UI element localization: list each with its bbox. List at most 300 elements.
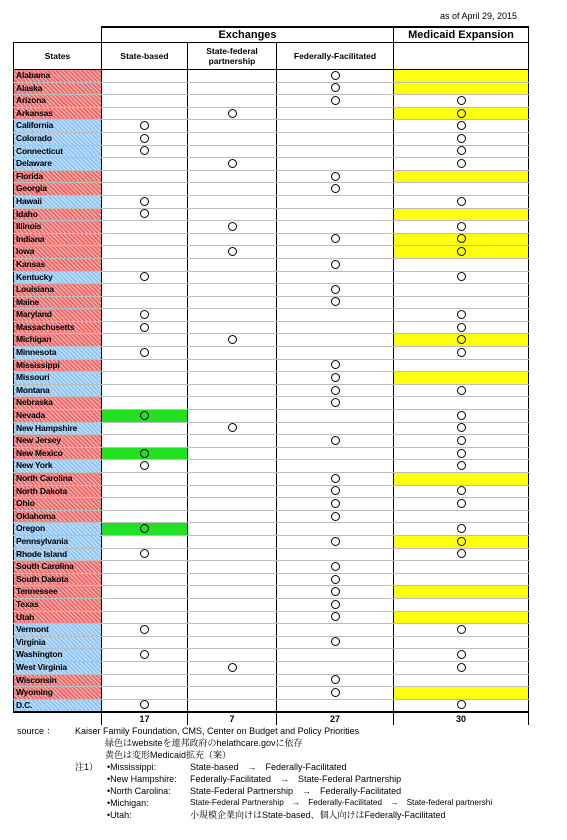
circle-mark-icon [457, 411, 466, 420]
circle-mark-icon [331, 675, 340, 684]
federal-cell [277, 498, 394, 511]
state-name: Maryland [14, 309, 102, 322]
federal-cell [277, 561, 394, 574]
note-label: 注1） [75, 762, 99, 772]
circle-mark-icon [228, 423, 237, 432]
circle-mark-icon [457, 549, 466, 558]
circle-mark-icon [228, 247, 237, 256]
medicaid-cell [394, 334, 529, 347]
state-name: West Virginia [14, 661, 102, 674]
federal-cell [277, 687, 394, 700]
medicaid-cell [394, 107, 529, 120]
circle-mark-icon [331, 575, 340, 584]
medicaid-cell [394, 195, 529, 208]
circle-mark-icon [331, 297, 340, 306]
federal-cell [277, 120, 394, 133]
state-based-cell [102, 410, 188, 423]
state-based-cell [102, 624, 188, 637]
partnership-cell [188, 561, 277, 574]
state-based-cell [102, 208, 188, 221]
change-text: State-based → Federally-Facilitated [190, 762, 347, 772]
circle-mark-icon [140, 209, 149, 218]
partnership-cell [188, 221, 277, 234]
circle-mark-icon [331, 537, 340, 546]
state-name: South Dakota [14, 573, 102, 586]
state-row [14, 422, 529, 435]
state-name: New Hampshire [14, 422, 102, 435]
state-based-header: State-based [102, 43, 188, 70]
totals-blank [14, 712, 102, 725]
medicaid-cell [394, 548, 529, 561]
circle-mark-icon [331, 688, 340, 697]
circle-mark-icon [140, 524, 149, 533]
medicaid-cell [394, 573, 529, 586]
state-row [14, 145, 529, 158]
medicaid-cell [394, 422, 529, 435]
state-name: Massachusetts [14, 321, 102, 334]
state-name: Oregon [14, 523, 102, 536]
circle-mark-icon [457, 323, 466, 332]
circle-mark-icon [140, 134, 149, 143]
federal-cell [277, 183, 394, 196]
state-name: Georgia [14, 183, 102, 196]
circle-mark-icon [457, 449, 466, 458]
medicaid-cell [394, 460, 529, 473]
federal-cell [277, 636, 394, 649]
state-based-cell [102, 397, 188, 410]
circle-mark-icon [457, 197, 466, 206]
federal-cell [277, 699, 394, 712]
circle-mark-icon [140, 323, 149, 332]
circle-mark-icon [331, 587, 340, 596]
state-row [14, 523, 529, 536]
medicaid-cell [394, 284, 529, 297]
federal-cell [277, 233, 394, 246]
state-based-cell [102, 233, 188, 246]
medicaid-cell [394, 296, 529, 309]
circle-mark-icon [140, 411, 149, 420]
state-row [14, 334, 529, 347]
circle-mark-icon [457, 121, 466, 130]
federal-cell [277, 473, 394, 486]
state-based-cell [102, 636, 188, 649]
state-based-cell [102, 523, 188, 536]
state-row [14, 598, 529, 611]
medicaid-cell [394, 132, 529, 145]
state-row [14, 347, 529, 360]
federal-cell [277, 95, 394, 108]
federal-cell [277, 422, 394, 435]
partnership-cell [188, 485, 277, 498]
state-row [14, 573, 529, 586]
state-name: Maine [14, 296, 102, 309]
partnership-cell [188, 95, 277, 108]
partnership-cell [188, 523, 277, 536]
state-row [14, 435, 529, 448]
medicaid-cell [394, 447, 529, 460]
medicaid-cell [394, 95, 529, 108]
circle-mark-icon [331, 260, 340, 269]
partnership-cell [188, 158, 277, 171]
federal-header: Federally-Facilitated [277, 43, 394, 70]
state-name: North Dakota [14, 485, 102, 498]
federal-cell [277, 258, 394, 271]
state-based-cell [102, 699, 188, 712]
state-based-cell [102, 674, 188, 687]
state-name: Tennessee [14, 586, 102, 599]
circle-mark-icon [140, 348, 149, 357]
partnership-cell [188, 321, 277, 334]
change-state: •North Carolina: [107, 786, 171, 796]
federal-cell [277, 195, 394, 208]
federal-cell [277, 271, 394, 284]
medicaid-cell [394, 674, 529, 687]
circle-mark-icon [457, 272, 466, 281]
state-row [14, 95, 529, 108]
circle-mark-icon [140, 310, 149, 319]
state-name: Louisiana [14, 284, 102, 297]
federal-cell [277, 485, 394, 498]
state-row [14, 208, 529, 221]
state-based-cell [102, 258, 188, 271]
state-based-cell [102, 271, 188, 284]
medicaid-cell [394, 347, 529, 360]
federal-cell [277, 510, 394, 523]
state-row [14, 687, 529, 700]
state-row [14, 649, 529, 662]
state-based-cell [102, 649, 188, 662]
federal-cell [277, 145, 394, 158]
medicaid-cell [394, 561, 529, 574]
state-based-cell [102, 107, 188, 120]
change-state: •Utah: [107, 810, 132, 820]
federal-cell [277, 661, 394, 674]
medicaid-cell [394, 221, 529, 234]
state-based-cell [102, 372, 188, 385]
federal-cell [277, 246, 394, 259]
circle-mark-icon [140, 700, 149, 709]
partnership-cell [188, 170, 277, 183]
federal-cell [277, 410, 394, 423]
partnership-cell [188, 422, 277, 435]
state-based-cell [102, 221, 188, 234]
state-based-cell [102, 384, 188, 397]
medicaid-cell [394, 661, 529, 674]
circle-mark-icon [457, 625, 466, 634]
federal-cell [277, 107, 394, 120]
partnership-cell [188, 309, 277, 322]
circle-mark-icon [457, 663, 466, 672]
state-name: Idaho [14, 208, 102, 221]
circle-mark-icon [457, 134, 466, 143]
partnership-cell [188, 258, 277, 271]
state-name: Nevada [14, 410, 102, 423]
state-row [14, 107, 529, 120]
partnership-cell [188, 586, 277, 599]
federal-cell [277, 208, 394, 221]
state-based-cell [102, 661, 188, 674]
federal-cell [277, 573, 394, 586]
medicaid-cell [394, 246, 529, 259]
state-name: Nebraska [14, 397, 102, 410]
state-row [14, 258, 529, 271]
state-row [14, 498, 529, 511]
state-based-cell [102, 473, 188, 486]
circle-mark-icon [457, 222, 466, 231]
federal-cell [277, 548, 394, 561]
state-name: Michigan [14, 334, 102, 347]
partnership-cell [188, 435, 277, 448]
circle-mark-icon [228, 335, 237, 344]
state-row [14, 397, 529, 410]
circle-mark-icon [457, 234, 466, 243]
state-name: North Carolina [14, 473, 102, 486]
medicaid-cell [394, 510, 529, 523]
state-based-cell [102, 334, 188, 347]
state-based-cell [102, 548, 188, 561]
state-name: Oklahoma [14, 510, 102, 523]
state-name: Alaska [14, 82, 102, 95]
partnership-cell [188, 132, 277, 145]
federal-cell [277, 674, 394, 687]
state-row [14, 372, 529, 385]
federal-cell [277, 70, 394, 83]
state-row [14, 70, 529, 83]
state-name: Texas [14, 598, 102, 611]
state-based-cell [102, 598, 188, 611]
state-row [14, 183, 529, 196]
circle-mark-icon [457, 700, 466, 709]
state-name: Delaware [14, 158, 102, 171]
federal-cell [277, 586, 394, 599]
partnership-cell [188, 107, 277, 120]
circle-mark-icon [457, 386, 466, 395]
federal-cell [277, 170, 394, 183]
medicaid-header: Medicaid Expansion [394, 27, 529, 43]
medicaid-cell [394, 473, 529, 486]
state-row [14, 611, 529, 624]
circle-mark-icon [457, 109, 466, 118]
state-row [14, 233, 529, 246]
circle-mark-icon [331, 612, 340, 621]
circle-mark-icon [331, 172, 340, 181]
circle-mark-icon [140, 272, 149, 281]
state-row [14, 485, 529, 498]
state-based-cell [102, 435, 188, 448]
circle-mark-icon [331, 373, 340, 382]
circle-mark-icon [140, 121, 149, 130]
state-based-cell [102, 284, 188, 297]
partnership-cell [188, 674, 277, 687]
circle-mark-icon [228, 663, 237, 672]
partnership-cell [188, 145, 277, 158]
partnership-cell [188, 359, 277, 372]
partnership-cell [188, 296, 277, 309]
circle-mark-icon [331, 83, 340, 92]
circle-mark-icon [140, 625, 149, 634]
state-based-cell [102, 561, 188, 574]
circle-mark-icon [228, 159, 237, 168]
state-row [14, 321, 529, 334]
medicaid-cell [394, 120, 529, 133]
change-text: Federally-Facilitated → State-Federal Partnership [190, 774, 402, 784]
state-name: Hawaii [14, 195, 102, 208]
green-note: 緑色はwebsiteを連邦政府のhelathcare.govに依存 [105, 738, 303, 748]
partnership-cell [188, 334, 277, 347]
change-text: State-Federal Partnership → Federally-Facilitated [190, 786, 402, 796]
federal-cell [277, 372, 394, 385]
federal-cell [277, 296, 394, 309]
circle-mark-icon [140, 449, 149, 458]
medicaid-cell [394, 359, 529, 372]
state-based-cell [102, 586, 188, 599]
state-name: Mississippi [14, 359, 102, 372]
state-name: Montana [14, 384, 102, 397]
state-row [14, 284, 529, 297]
medicaid-cell [394, 183, 529, 196]
circle-mark-icon [331, 285, 340, 294]
medicaid-cell [394, 523, 529, 536]
state-name: Florida [14, 170, 102, 183]
circle-mark-icon [331, 436, 340, 445]
medicaid-cell [394, 611, 529, 624]
state-row [14, 447, 529, 460]
state-based-cell [102, 510, 188, 523]
change-text: 小規模企業向けはState-based、個人向けはFederally-Facilitated [190, 810, 446, 820]
partnership-cell [188, 460, 277, 473]
total-state_based: 17 [102, 712, 188, 725]
circle-mark-icon [331, 637, 340, 646]
partnership-cell [188, 410, 277, 423]
state-row [14, 359, 529, 372]
state-based-cell [102, 687, 188, 700]
partnership-cell [188, 699, 277, 712]
partnership-header: State-federal partnership [188, 43, 277, 70]
state-row [14, 661, 529, 674]
partnership-cell [188, 233, 277, 246]
state-name: Wisconsin [14, 674, 102, 687]
source-text: Kaiser Family Foundation, CMS, Center on Budget and Policy Priorities [75, 726, 360, 736]
state-row [14, 699, 529, 712]
partnership-cell [188, 687, 277, 700]
state-based-cell [102, 535, 188, 548]
yellow-note: 黄色は変形Medicaid拡充（案） [105, 750, 232, 760]
partnership-cell [188, 183, 277, 196]
state-based-cell [102, 422, 188, 435]
federal-cell [277, 523, 394, 536]
total-federal: 27 [277, 712, 394, 725]
medicaid-cell [394, 233, 529, 246]
circle-mark-icon [140, 197, 149, 206]
federal-cell [277, 158, 394, 171]
state-based-cell [102, 95, 188, 108]
partnership-cell [188, 70, 277, 83]
medicaid-cell [394, 145, 529, 158]
source-label: source ： [17, 726, 56, 736]
state-name: Ohio [14, 498, 102, 511]
state-row [14, 296, 529, 309]
federal-cell [277, 321, 394, 334]
federal-cell [277, 624, 394, 637]
partnership-cell [188, 649, 277, 662]
circle-mark-icon [457, 486, 466, 495]
state-based-cell [102, 611, 188, 624]
medicaid-cell [394, 372, 529, 385]
circle-mark-icon [457, 159, 466, 168]
partnership-cell [188, 535, 277, 548]
state-based-cell [102, 183, 188, 196]
partnership-cell [188, 246, 277, 259]
circle-mark-icon [331, 562, 340, 571]
state-row [14, 548, 529, 561]
partnership-cell [188, 498, 277, 511]
state-name: Arizona [14, 95, 102, 108]
state-name: New Jersey [14, 435, 102, 448]
circle-mark-icon [457, 310, 466, 319]
state-name: Illinois [14, 221, 102, 234]
state-row [14, 82, 529, 95]
state-based-cell [102, 321, 188, 334]
medicaid-cell [394, 70, 529, 83]
state-row [14, 410, 529, 423]
state-row [14, 221, 529, 234]
state-row [14, 246, 529, 259]
partnership-cell [188, 397, 277, 410]
circle-mark-icon [457, 335, 466, 344]
partnership-cell [188, 573, 277, 586]
state-name: New York [14, 460, 102, 473]
circle-mark-icon [457, 146, 466, 155]
circle-mark-icon [331, 386, 340, 395]
state-name: Arkansas [14, 107, 102, 120]
federal-cell [277, 132, 394, 145]
partnership-cell [188, 624, 277, 637]
partnership-cell [188, 195, 277, 208]
state-row [14, 170, 529, 183]
state-based-cell [102, 309, 188, 322]
medicaid-subheader [394, 43, 529, 70]
circle-mark-icon [140, 146, 149, 155]
circle-mark-icon [331, 360, 340, 369]
state-name: Missouri [14, 372, 102, 385]
federal-cell [277, 347, 394, 360]
state-based-cell [102, 82, 188, 95]
federal-cell [277, 82, 394, 95]
circle-mark-icon [331, 512, 340, 521]
circle-mark-icon [331, 96, 340, 105]
circle-mark-icon [331, 71, 340, 80]
state-row [14, 561, 529, 574]
state-row [14, 195, 529, 208]
state-based-cell [102, 120, 188, 133]
circle-mark-icon [140, 461, 149, 470]
medicaid-cell [394, 170, 529, 183]
partnership-cell [188, 284, 277, 297]
state-name: Virginia [14, 636, 102, 649]
total-medicaid: 30 [394, 712, 529, 725]
state-based-cell [102, 158, 188, 171]
circle-mark-icon [457, 650, 466, 659]
state-based-cell [102, 132, 188, 145]
medicaid-cell [394, 435, 529, 448]
circle-mark-icon [331, 474, 340, 483]
as-of-date: as of April 29, 2015 [440, 11, 518, 21]
circle-mark-icon [457, 524, 466, 533]
state-based-cell [102, 573, 188, 586]
medicaid-cell [394, 158, 529, 171]
circle-mark-icon [228, 222, 237, 231]
state-name: Kansas [14, 258, 102, 271]
